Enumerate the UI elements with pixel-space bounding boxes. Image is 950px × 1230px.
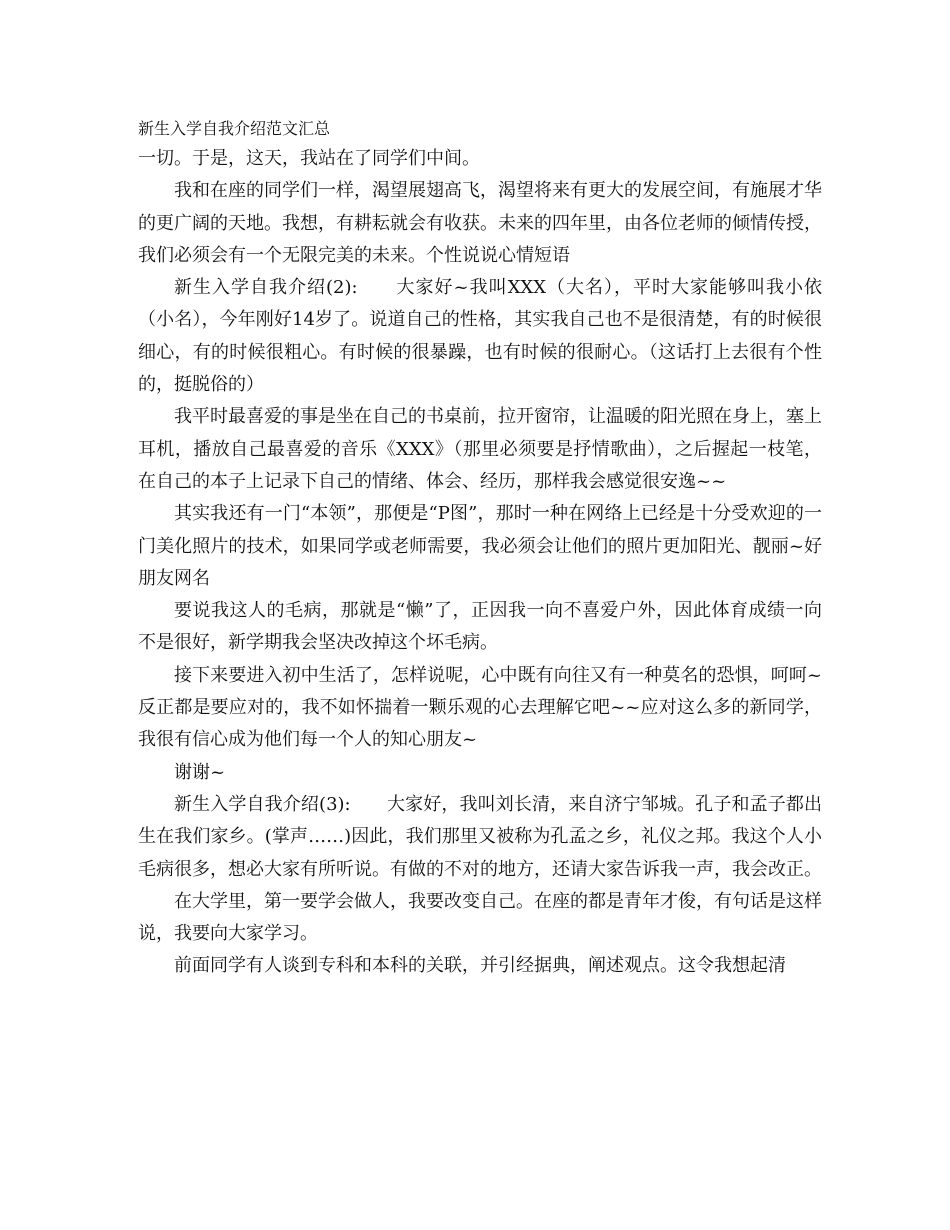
paragraph: 前面同学有人谈到专科和本科的关联，并引经据典，阐述观点。这令我想起清 <box>174 955 786 977</box>
paragraph: 一切。于是，这天，我站在了同学们中间。 <box>138 148 480 169</box>
document-header: 新生入学自我介绍范文汇总 <box>138 119 331 138</box>
paragraph: 我和在座的同学们一样，渴望展翅高飞，渴望将来有更大的发展空间，有施展才华的更广阔的天地。我想，有耕耘就会有收获。未来的四年里，由各位老师的倾情传授，我们必须会有一个无限完美的未来。个性说说心情短语 <box>138 180 822 266</box>
paragraph: 接下来要进入初中生活了，怎样说呢，心中既有向往又有一种莫名的恐惧，呵呵~反正都是要应对的，我不如怀揣着一颗乐观的心去理解它吧~~应对这么多的新同学，我很有信心成为他们每一个人的知心朋友~ <box>138 664 822 751</box>
paragraph: 其实我还有一门“本领”，那便是“P图”，那时一种在网络上已经是十分受欢迎的一门美化照片的技术，如果同学或老师需要，我必须会让他们的照片更加阳光、靓丽~好朋友网名 <box>138 503 822 589</box>
paragraph: 我平时最喜爱的事是坐在自己的书桌前，拉开窗帘，让温暖的阳光照在身上，塞上耳机，播放自己最喜爱的音乐《XXX》（那里必须要是抒情歌曲），之后握起一枝笔，在自己的本子上记录下自己的情绪、体会、经历，那样我会感觉很安逸~~ <box>138 406 822 492</box>
paragraph: 要说我这人的毛病，那就是“懒”了，正因我一向不喜爱户外，因此体育成绩一向不是很好，新学期我会坚决改掉这个坏毛病。 <box>138 600 822 654</box>
paragraph: 在大学里，第一要学会做人，我要改变自己。在座的都是青年才俊，有句话是这样说，我要向大家学习。 <box>138 890 822 945</box>
paragraph: 新生入学自我介绍(3): 大家好，我叫刘长清，来自济宁邹城。孔子和孟子都出生在我们家乡。(掌声……)因此，我们那里又被称为孔孟之乡，礼仪之邦。我这个人小毛病很多，想必大家有所听说。有做的不对的地方，还请大家告诉我一声，我会改正。 <box>138 793 822 880</box>
document-page <box>138 117 822 983</box>
paragraph: 新生入学自我介绍(2): 大家好~我叫XXX（大名），平时大家能够叫我小依（小名），今年刚好14岁了。说道自己的性格，其实我自己也不是很清楚，有的时候很细心，有的时候很粗心。有时候的很暴躁，也有时候的很耐心。（这话打上去很有个性的，挺脱俗的） <box>138 277 822 396</box>
paragraph: 谢谢~ <box>174 761 226 783</box>
